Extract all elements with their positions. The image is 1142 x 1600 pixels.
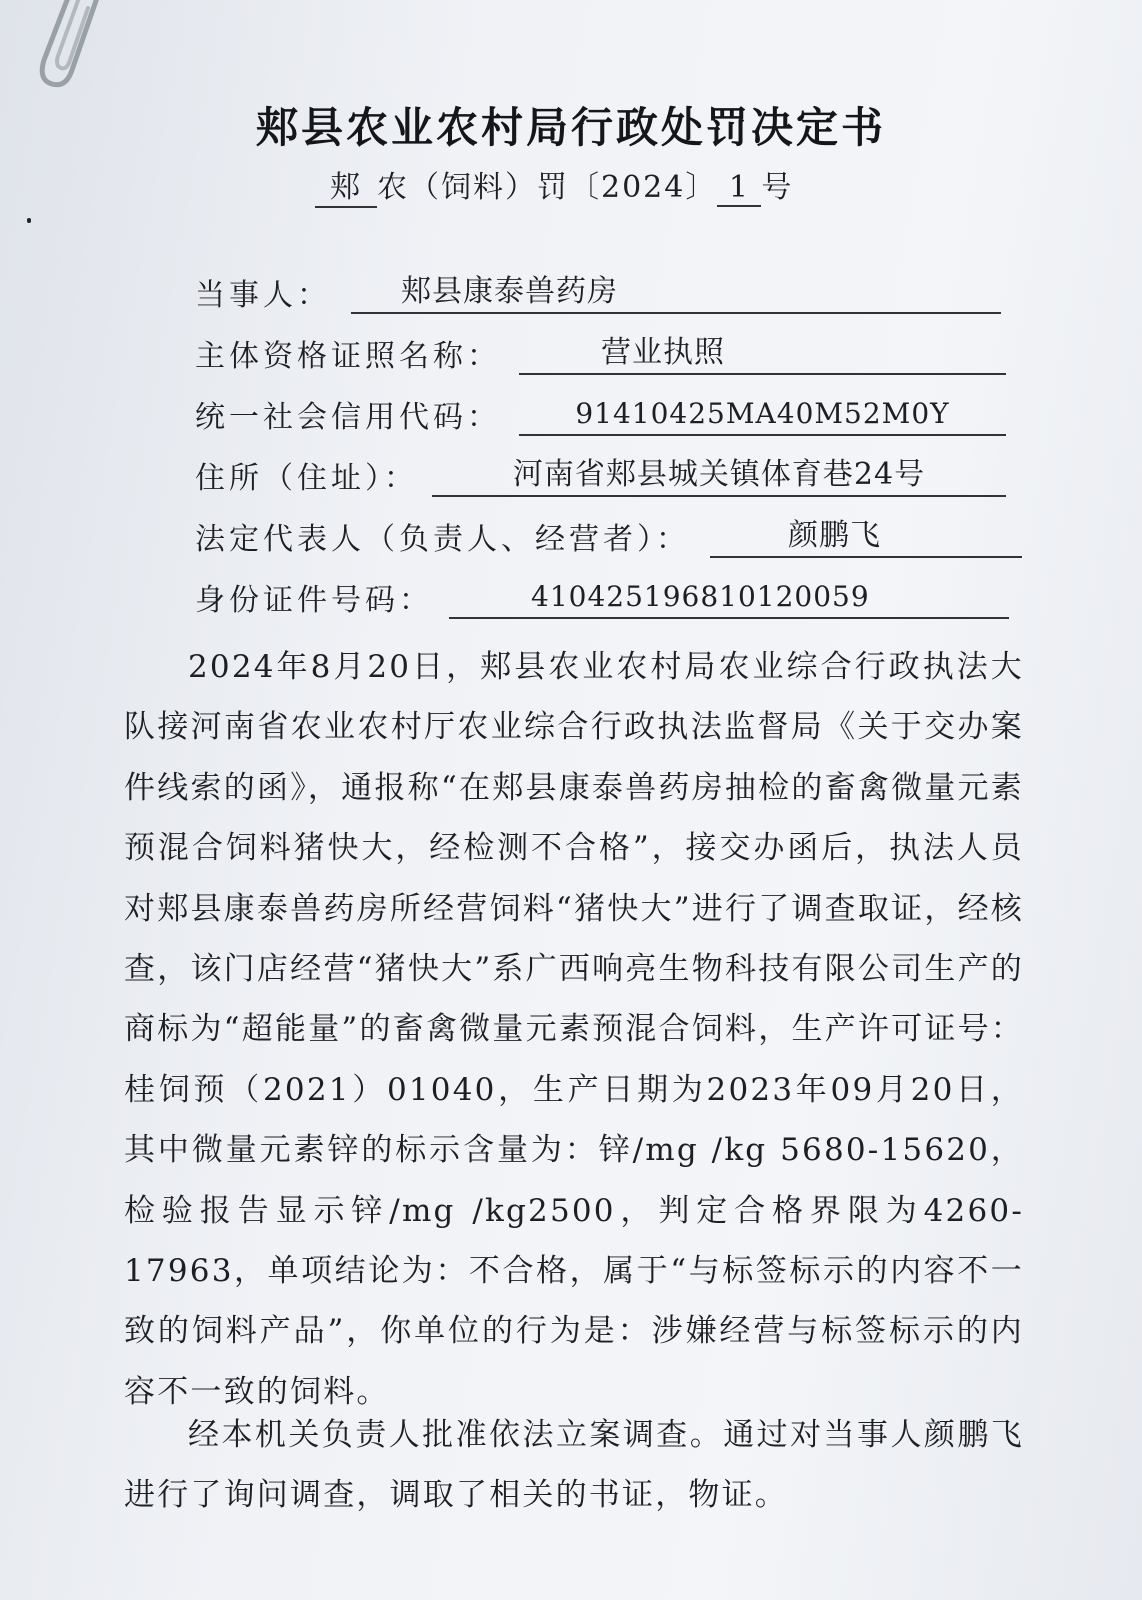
doc-number-county: 郏 [315,162,377,208]
field-legal-representative [195,512,1022,558]
body-paragraph: 经本机关负责人批准依法立案调查。通过对当事人颜鹏飞进行了询问调查，调取了相关的书证，物证。 [124,1417,1024,1514]
field-value: 颜鹏飞 [710,516,1022,558]
field-address [195,451,1006,497]
field-label: 住所（住址）： [195,461,418,496]
field-label: 统一社会信用代码： [195,400,501,435]
doc-number-middle: 农（饲料）罚〔2024〕 [377,170,718,205]
field-label: 主体资格证照名称： [195,339,501,374]
document-number [315,162,793,208]
doc-number-value: 1 [717,170,761,207]
body-paragraph: 2024年8月20日，郏县农业农村局农业综合行政执法大队接河南省农业农村厅农业综合行政执法监督局《关于交办案件线索的函》，通报称“在郏县康泰兽药房抽检的畜禽微量元素预混合饲料猪快大，经检测不合格”，接交办函后，执法人员对郏县康泰兽药房所经营饲料“猪快大”进行了调查取证，经核查，该门店经营“猪快大”系广西响亮生物科技有限公司生产的商标为“超能量”的畜禽微量元素预混合饲料，生产许可证号：桂饲预（2021）01040，生产日期为2023年09月20日，其中微量元素锌的标示含量为：锌/mg /kg 5680-15620，检验报告显示锌/mg /kg2500，判定合格界限为4260-17963，单项结论为：不合格，属于“与标签标示的内容不一致的饲料产品”，你单位的行为是：涉嫌经营与标签标示的内容不一致的饲料。 [124,649,1024,1410]
field-value: 河南省郏县城关镇体育巷24号 [432,455,1006,497]
field-party [195,268,1001,314]
field-credit-code [195,390,1006,436]
field-id-number [195,573,1009,619]
document-title: 郏县农业农村局行政处罚决定书 [255,103,886,152]
field-label: 身份证件号码： [195,583,433,618]
field-value: 郏县康泰兽药房 [351,272,1001,314]
ink-speck [27,218,31,223]
field-value: 410425196810120059 [449,577,1009,619]
doc-number-suffix: 号 [761,170,794,205]
field-label: 法定代表人（负责人、经营者）： [195,522,690,557]
field-value: 营业执照 [519,333,1006,375]
field-value: 91410425MA40M52M0Y [519,394,1006,436]
paperclip-icon [14,0,114,95]
field-license-name [195,329,1006,375]
field-label: 当事人： [195,278,331,313]
